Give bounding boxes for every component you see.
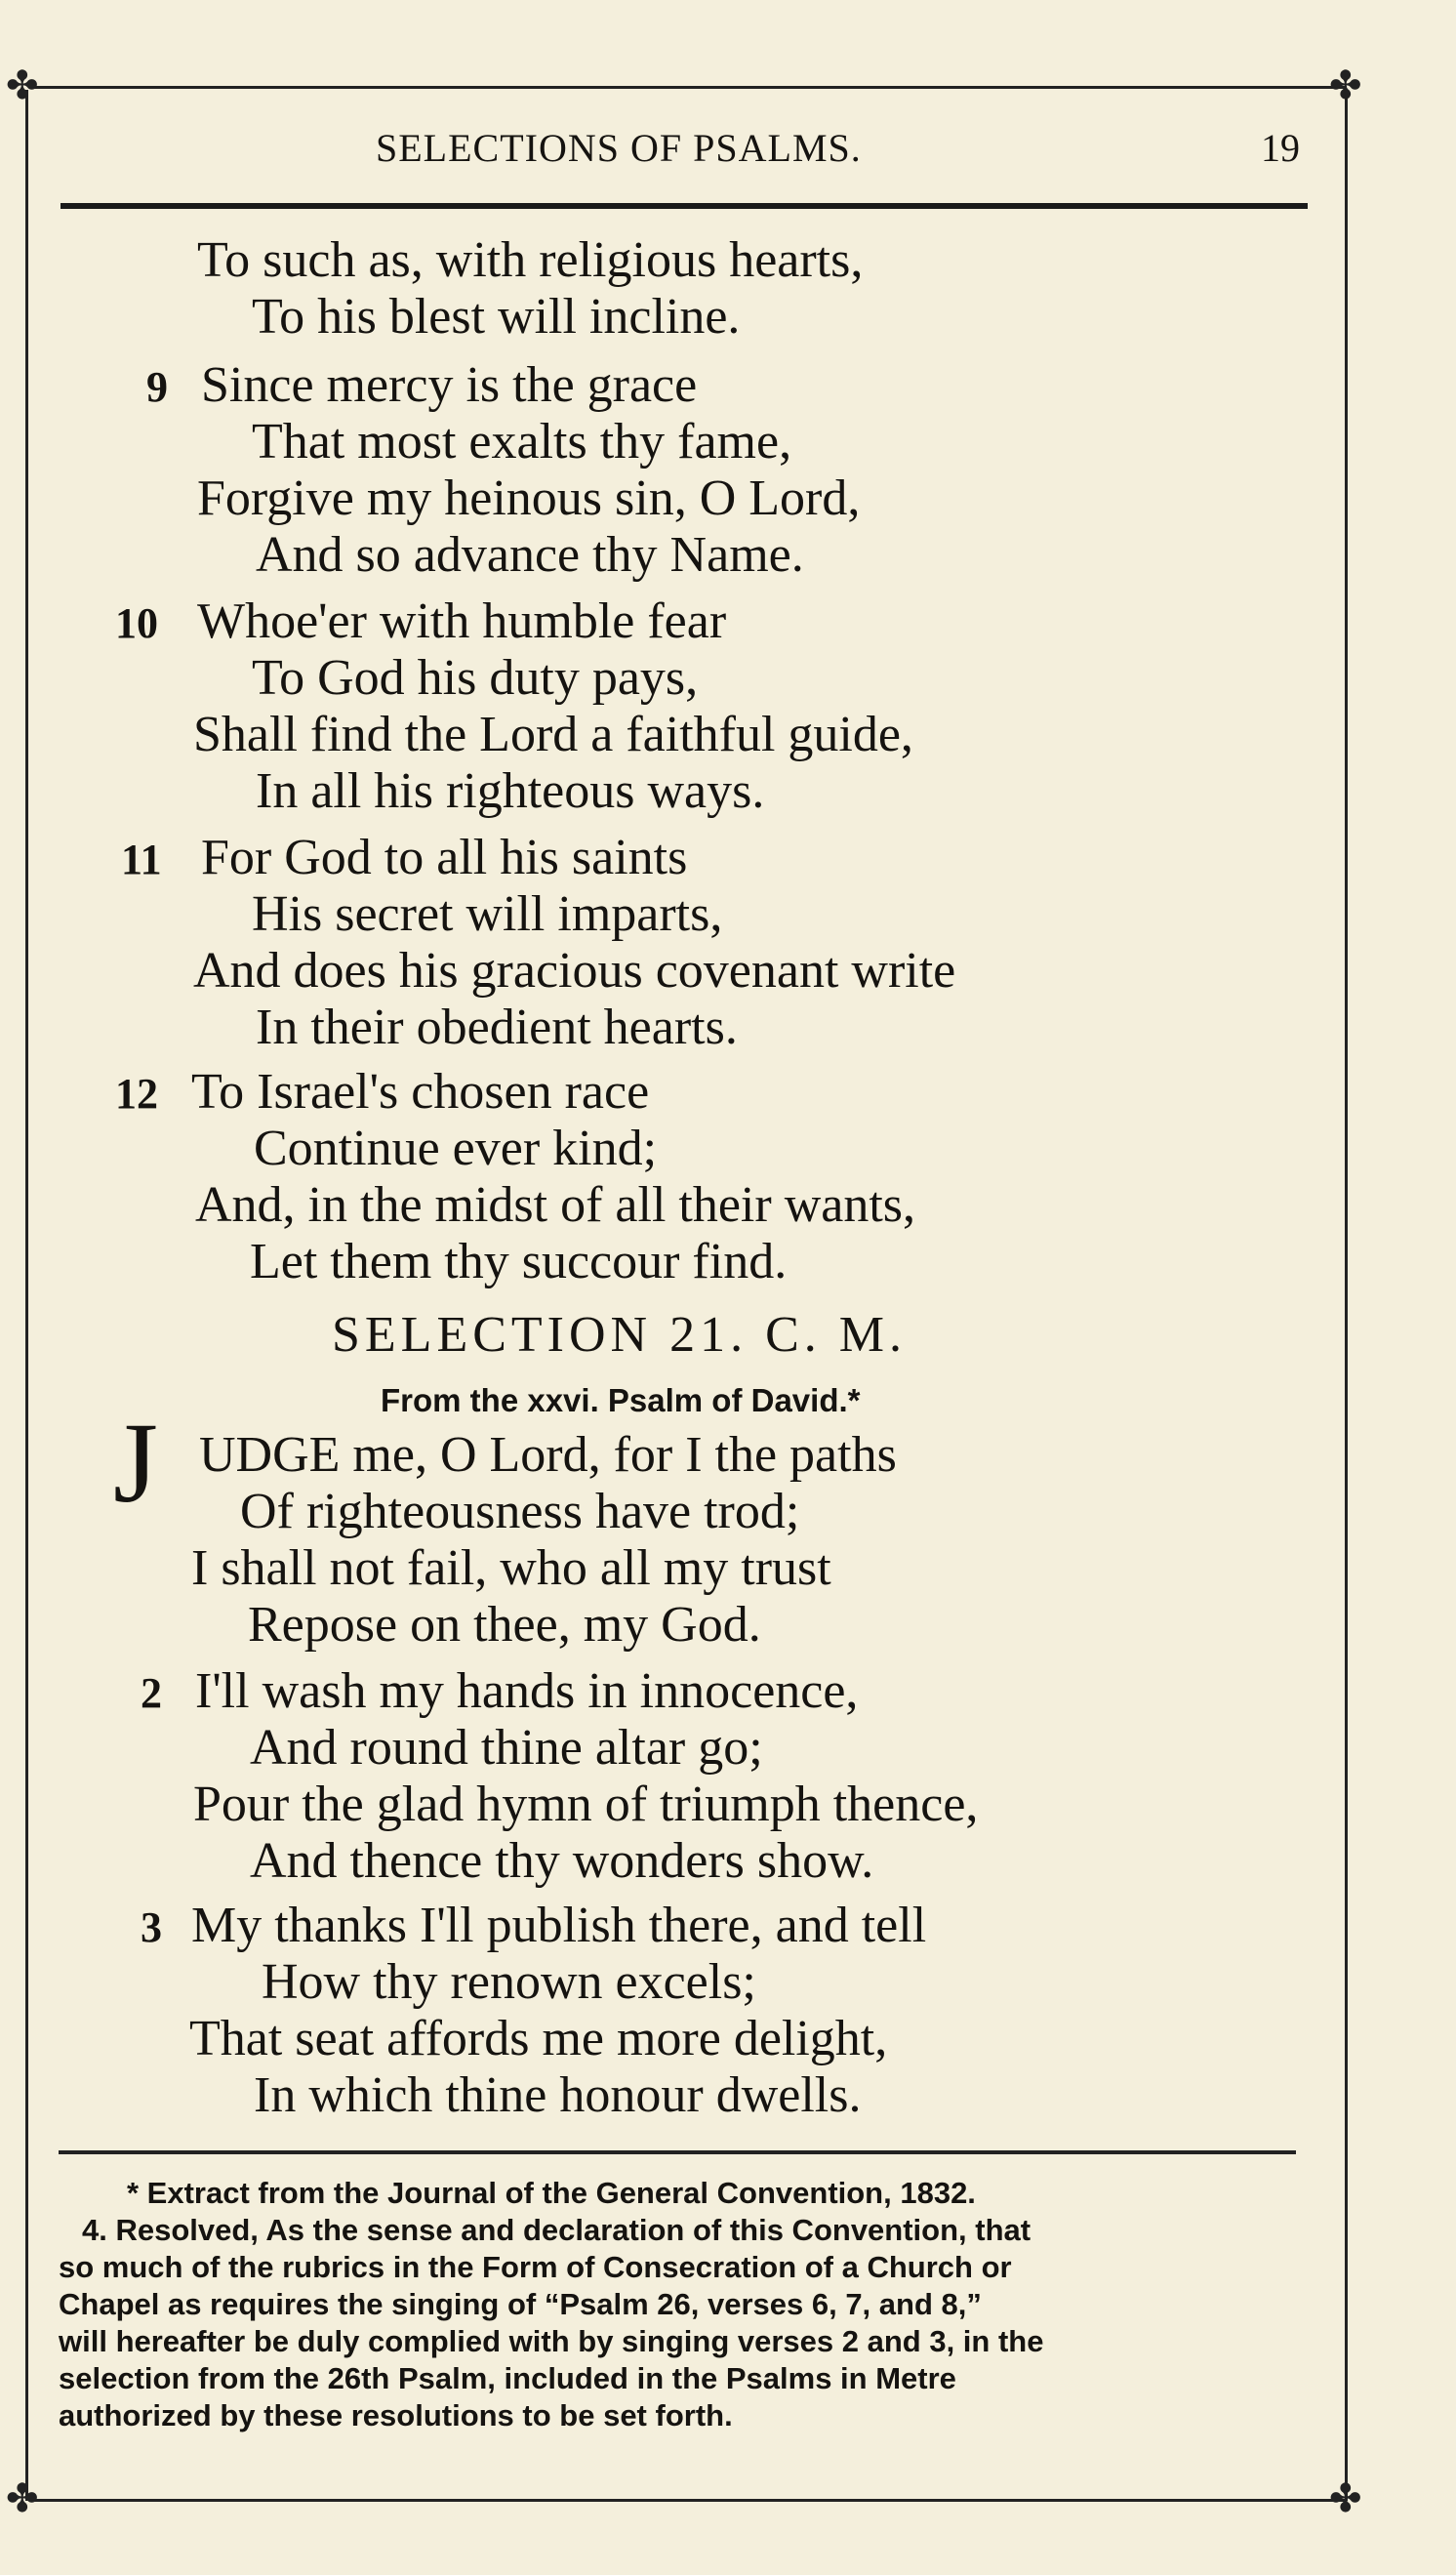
footnote-line: so much of the rubrics in the Form of Consecration of a Church or [59,2250,1012,2284]
verse-line: How thy renown excels; [262,1954,756,2010]
verse-line: And so advance thy Name. [256,527,804,583]
footnote-line: selection from the 26th Psalm, included in the Psalms in Metre [59,2361,956,2395]
verse-line: And does his gracious covenant write [193,943,956,999]
verse-line: UDGE me, O Lord, for I the paths [199,1427,897,1483]
verse-number: 12 [115,1070,158,1118]
verse-line: That most exalts thy fame, [252,414,792,470]
verse-line: And, in the midst of all their wants, [195,1177,916,1233]
verse-line: Of righteousness have trod; [240,1484,800,1539]
verse-number: 3 [141,1903,162,1951]
verse-line: I shall not fail, who all my trust [191,1540,831,1596]
footnote-line: Chapel as requires the singing of “Psalm 26, verses 6, 7, and 8,” [59,2287,982,2321]
footnote-line: will hereafter be duly complied with by singing verses 2 and 3, in the [59,2324,1044,2358]
verse-number: 11 [121,836,162,883]
corner-ornament-icon: ✤ [1329,63,1362,108]
verse-line: Forgive my heinous sin, O Lord, [197,470,861,526]
right-frame-rule [1345,90,1348,2501]
header-rule [61,203,1308,209]
verse-line: In which thine honour dwells. [254,2067,862,2123]
verse-line: Repose on thee, my God. [248,1597,761,1653]
verse-line: For God to all his saints [201,830,688,885]
verse-line: In all his righteous ways. [256,763,765,819]
corner-ornament-icon: ✤ [6,2476,39,2521]
left-frame-rule [25,90,28,2501]
running-head: SELECTIONS OF PSALMS. [376,126,862,170]
selection-source: From the xxvi. Psalm of David.* [381,1382,861,1418]
verse-line: In their obedient hearts. [256,1000,738,1055]
verse-line: Since mercy is the grace [201,357,698,413]
verse-line: Let them thy succour find. [250,1234,788,1289]
verse-line: Continue ever kind; [254,1121,658,1176]
verse-number: 10 [115,599,158,647]
verse-line: To such as, with religious hearts, [197,232,864,288]
corner-ornament-icon: ✤ [6,63,39,108]
verse-line: And round thine altar go; [250,1720,763,1776]
selection-title: SELECTION 21. C. M. [332,1307,907,1363]
verse-line: I'll wash my hands in innocence, [195,1663,859,1719]
verse-line: That seat affords me more delight, [189,2011,888,2066]
drop-cap: J [113,1399,158,1527]
top-frame-rule [29,86,1347,89]
verse-line: To God his duty pays, [252,650,699,706]
footnote-line: * Extract from the Journal of the General Convention, 1832. [127,2176,976,2210]
corner-ornament-icon: ✤ [1329,2476,1362,2521]
verse-line: Pour the glad hymn of triumph thence, [193,1777,979,1832]
verse-line: His secret will imparts, [252,886,723,942]
footnote-rule [59,2150,1296,2154]
verse-line: My thanks I'll publish there, and tell [191,1898,927,1953]
verse-number: 9 [146,363,168,411]
bottom-frame-rule [29,2499,1347,2502]
verse-number: 2 [141,1669,162,1717]
verse-line: Whoe'er with humble fear [197,593,727,649]
footnote-line: 4. Resolved, As the sense and declaration of this Convention, that [82,2213,1031,2247]
footnote-line: authorized by these resolutions to be set forth. [59,2398,733,2432]
page-number: 19 [1261,126,1300,170]
verse-line: Shall find the Lord a faithful guide, [193,707,913,762]
verse-line: To Israel's chosen race [191,1064,650,1120]
verse-line: And thence thy wonders show. [250,1833,874,1889]
verse-line: To his blest will incline. [252,289,741,345]
